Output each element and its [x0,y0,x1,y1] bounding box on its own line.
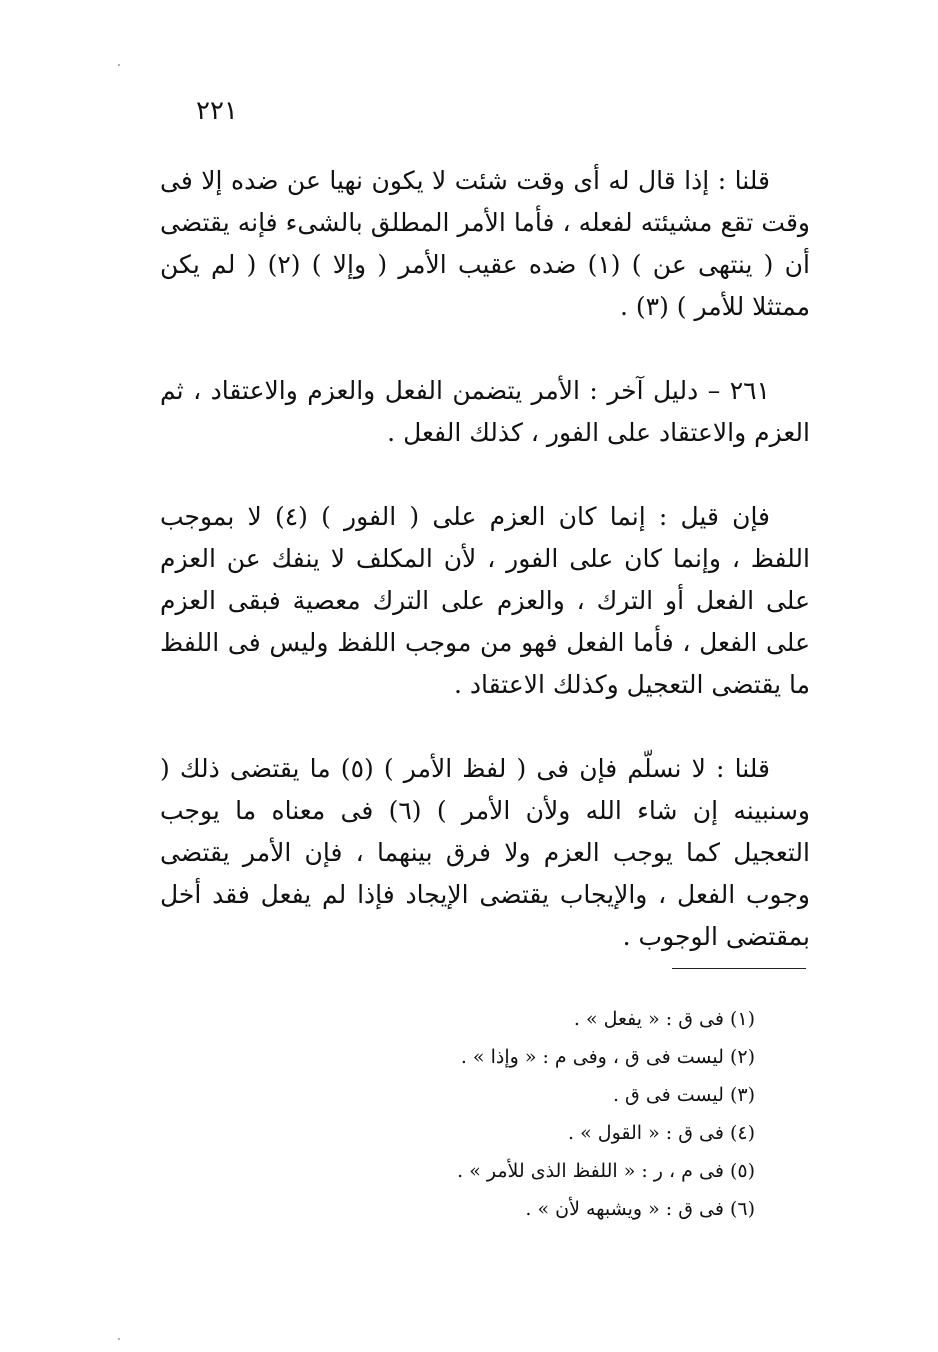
footnote: (٣) ليست فى ق . [612,1084,755,1106]
paragraph: قلنا : إذا قال له أى وقت شئت لا يكون نهيا عن ضده إلا فى وقت تقع مشيئته لفعله ، فأما الأمر المطلق بالشىء فإنه يقتضى أن ( ينتهى عن ) (١) ضده عقيب الأمر ( وإلا ) (٢) ( لم يكن ممتثلا للأمر ) (٣) . [160,166,810,321]
footnote: (١) فى ق : « يفعل » . [573,1008,755,1030]
footnote: (٤) فى ق : « القول » . [568,1122,755,1144]
page-number: ٢٢١ [196,96,238,126]
footnote: (٦) فى ق : « ويشبهه لأن » . [525,1198,755,1220]
scan-speck [118,64,120,66]
footnote: (٥) فى م ، ر : « اللفظ الذى للأمر » . [457,1160,755,1182]
footnote-separator [672,968,806,969]
main-text [160,160,810,1000]
footnotes [300,1000,755,1228]
footnote: (٢) ليست فى ق ، وفى م : « وإذا » . [460,1046,755,1068]
paragraph: قلنا : لا نسلّم فإن فى ( لفظ الأمر ) (٥) ما يقتضى ذلك ( وسنبينه إن شاء الله ولأن الأمر ) (٦) فى معناه ما يوجب التعجيل كما يوجب العزم ولا فرق بينهما ، فإن الأمر يقتضى وجوب الفعل ، والإيجاب يقتضى الإيجاد فإذا لم يفعل فقد أخل بمقتضى الوجوب . [160,754,810,951]
paragraph: فإن قيل : إنما كان العزم على ( الفور ) (٤) لا بموجب اللفظ ، وإنما كان على الفور ، لأن المكلف لا ينفك عن العزم على الفعل أو الترك ، والعزم على الترك معصية فبقى العزم على الفعل ، فأما الفعل فهو من موجب اللفظ وليس فى اللفظ ما يقتضى التعجيل وكذلك الاعتقاد . [160,502,810,699]
paragraph: ٢٦١ – دليل آخر : الأمر يتضمن الفعل والعزم والاعتقاد ، ثم العزم والاعتقاد على الفور ، كذلك الفعل . [160,376,810,447]
scan-speck [118,1338,120,1340]
